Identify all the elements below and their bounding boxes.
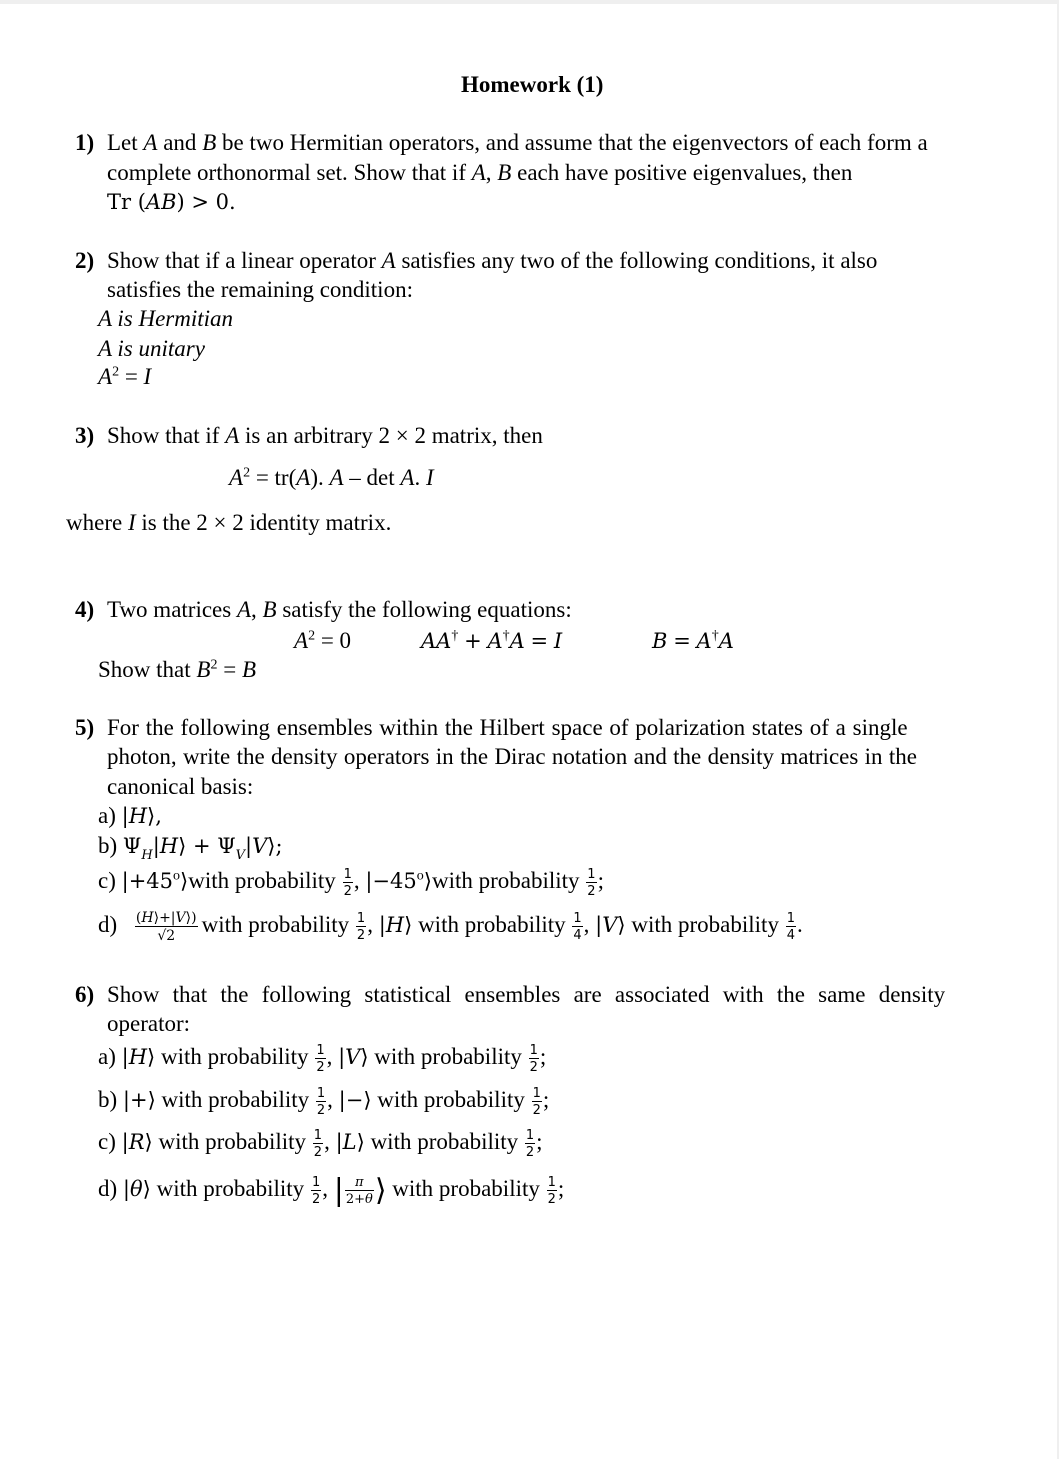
question-6-item-a: a) |H⟩ with probability $\frac{1}{2}$ , |V⟩ with probability $\frac{1}{2}$ ; — [98, 1042, 547, 1075]
question-5-item-c: c) $|+45^o⟩with$ probability $\frac{1}{2}$ , $|-45^o⟩with$ probability $\frac{1}{2}$ ; — [98, 866, 604, 899]
question-5-line-1: For the following ensembles within the Hilbert space of polarization states of a single — [107, 715, 908, 740]
question-5-line-2: photon, write the density operators in the Dirac notation and the density matrices in the — [107, 744, 917, 769]
question-5-line-3: canonical basis: — [107, 774, 254, 799]
question-4-show: Show that $B^2 = B$ — [98, 657, 256, 682]
page-top-edge — [0, 0, 1059, 4]
question-3-equation: $A^2 = tr(A)$. A – det A. I — [229, 465, 434, 490]
question-3-line: Show that if A is an arbitrary 2 × 2 matrix, then — [107, 423, 543, 448]
question-1-line-2: complete orthonormal set. Show that if A, B each have positive eigenvalues, then — [107, 160, 853, 185]
question-2-line-1: Show that if a linear operator A satisfies any two of the following conditions, it also — [107, 248, 878, 273]
page-title: Homework (1) — [461, 72, 604, 97]
question-4-line: Two matrices A, B satisfy the following equations: — [107, 597, 572, 622]
question-1-line-3: Tr (AB) > 0. — [107, 190, 236, 214]
equation-anticommutator: AA† + A†A = I — [421, 628, 563, 653]
equation-a-squared-zero: $A^2 = 0$ — [294, 628, 352, 653]
question-5-item-a: a) |H⟩, — [98, 803, 162, 828]
question-6-item-d: d) |θ⟩ with probability $\frac{1}{2}$ , | $\frac{\pi}{2+\theta}$ ⟩ with probability $\frac{1}{2}$ ; — [98, 1172, 565, 1208]
question-1-line-1: Let A and B be two Hermitian operators, and assume that the eigenvectors of each form a — [107, 130, 928, 155]
question-1-number: 1) — [75, 130, 95, 155]
question-6-item-b: b) |+⟩ with probability $\frac{1}{2}$ , |−⟩ with probability $\frac{1}{2}$ ; — [98, 1085, 550, 1118]
question-5-item-d: d) $\frac{(H⟩+|V⟩)}{√2}$ with probability $\frac{1}{2}$ , |H⟩ with probability $\frac{1}{4}$ , |V⟩ with probability $\frac{1}{4}$ . — [98, 909, 803, 944]
question-6-line-2: operator: — [107, 1011, 191, 1036]
equation-b-definition: B = A†A — [652, 628, 734, 653]
question-2-number: 2) — [75, 248, 95, 273]
question-3-number: 3) — [75, 423, 95, 448]
condition-square-identity: $A^2 = I$ — [98, 364, 152, 389]
question-5-number: 5) — [75, 715, 95, 740]
question-5-item-b: b) $\Psi_H|H⟩$ + $\Psi_V|V⟩$; — [98, 833, 283, 863]
question-6-number: 6) — [75, 982, 95, 1007]
question-4-number: 4) — [75, 597, 95, 622]
question-6-line-1: Show that the following statistical ensembles are associated with the same density — [107, 982, 946, 1007]
question-3-after: where I is the 2 × 2 identity matrix. — [66, 510, 392, 535]
condition-hermitian: A is Hermitian — [98, 306, 234, 331]
condition-unitary: A is unitary — [98, 336, 205, 361]
question-6-item-c: c) |R⟩ with probability $\frac{1}{2}$ , |L⟩ with probability $\frac{1}{2}$ ; — [98, 1127, 543, 1160]
question-2-line-2: satisfies the remaining condition: — [107, 277, 413, 302]
